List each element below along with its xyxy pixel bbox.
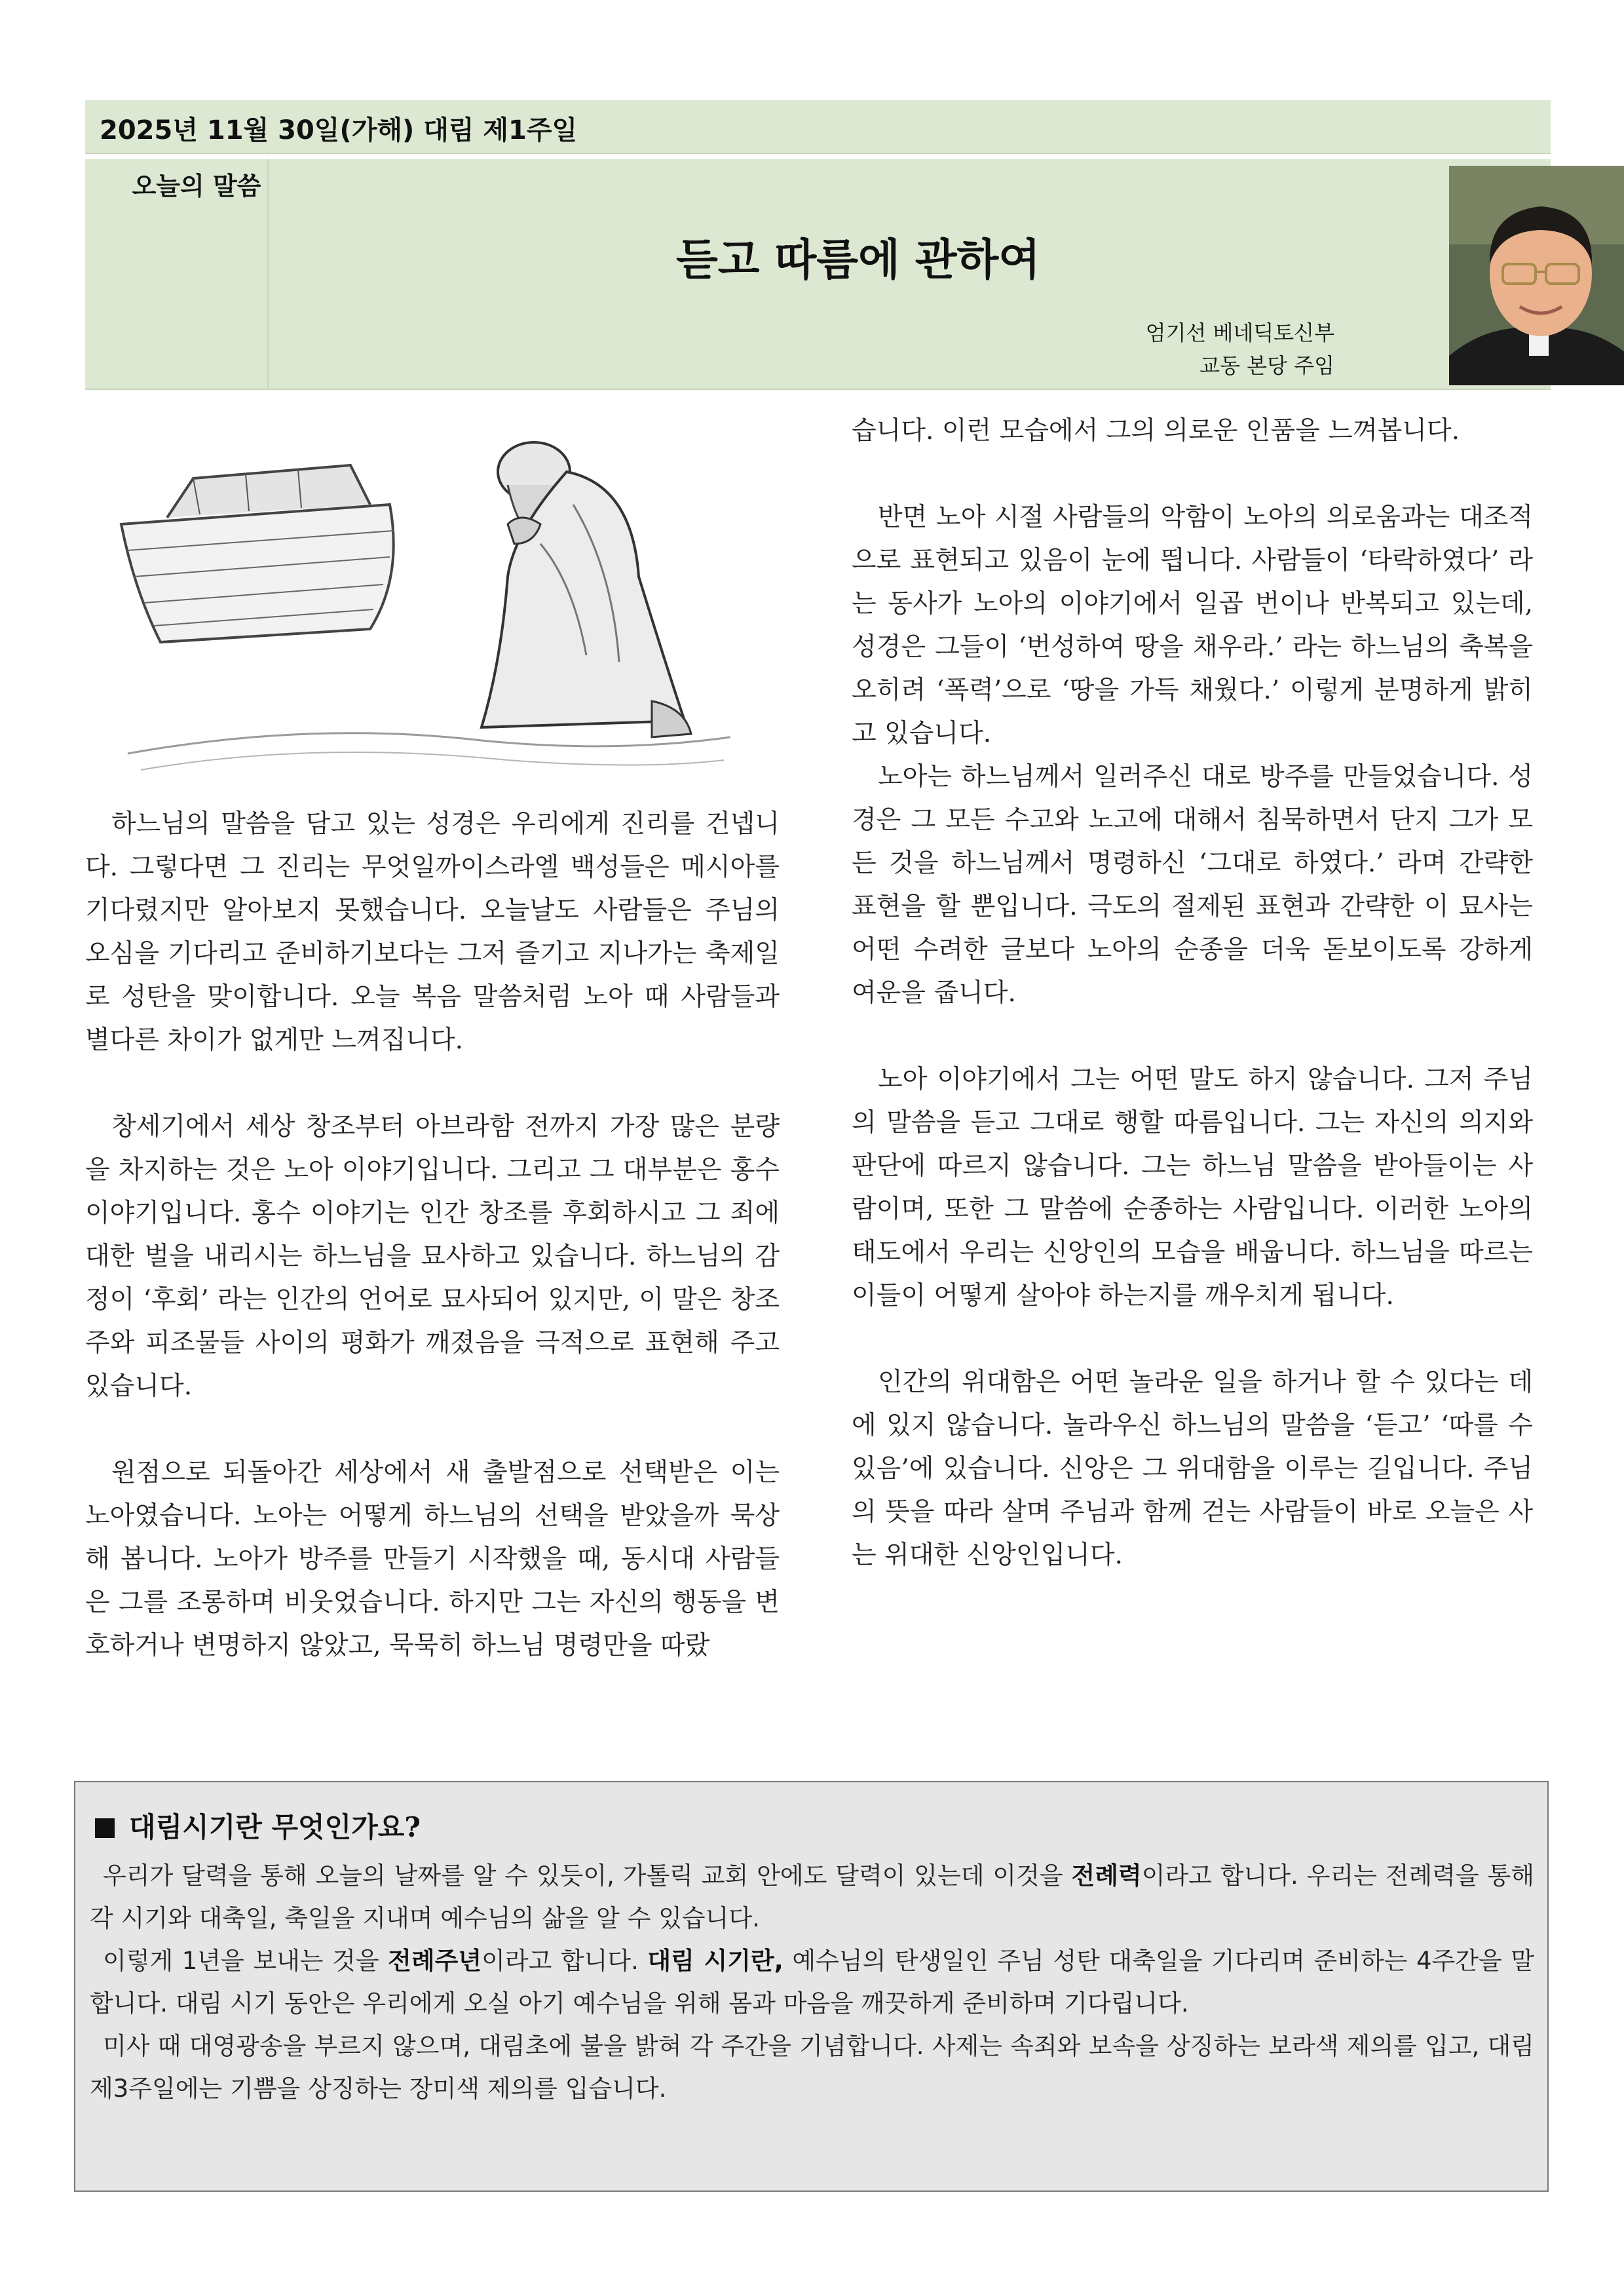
author-block — [1146, 316, 1334, 382]
left-column — [85, 803, 780, 1668]
header-bar — [85, 100, 1551, 154]
title-box — [85, 159, 1551, 390]
right-paragraph-3: 노아는 하느님께서 일러주신 대로 방주를 만들었습니다. 성경은 그 모든 수고와 노고에 대해서 침묵하면서 단지 그가 모든 것을 하느님께서 명령하신 ‘그대로 하였다.’ 라며 간략한 표현을 할 뿐입니다. 극도의 절제된 표현과 간략한 이 묘사는 어떤 수려한 글보다 노아의 순종을 더욱 돋보이도록 강하게 여운을 줍니다. — [852, 762, 1533, 1008]
info-emphasis: 대림 시기란, — [647, 1947, 784, 1975]
info-box-title — [95, 1806, 421, 1845]
left-paragraph-2: 창세기에서 세상 창조부터 아브라함 전까지 가장 많은 분량을 차지하는 것은 노아 이야기입니다. 그리고 그 대부분은 홍수 이야기입니다. 홍수 이야기는 인간 창조를 후회하시고 그 죄에 대한 벌을 내리시는 하느님을 묘사하고 있습니다. 하느님의 감정이 ‘후회’ 라는 인간의 언어로 묘사되어 있지만, 이 말은 창조주와 피조물들 사이의 평화가 깨졌음을 극적으로 표현해 주고 있습니다. — [85, 1112, 780, 1401]
date-line: 2025년 11월 30일(가해) 대림 제1주일 — [100, 115, 578, 145]
info-paragraph-3: 미사 때 대영광송을 부르지 않으며, 대림초에 불을 밝혀 각 주간을 기념합니다. 사제는 속죄와 보속을 상징하는 보라색 제의를 입고, 대림 제3주일에는 기쁨을 상징하는 장미색 제의를 입습니다. — [90, 2032, 1534, 2103]
right-paragraph-5: 인간의 위대함은 어떤 놀라운 일을 하거나 할 수 있다는 데에 있지 않습니다. 놀라우신 하느님의 말씀을 ‘듣고’ ‘따를 수 있음’에 있습니다. 신앙은 그 위대함을 이루는 길입니다. 주님의 뜻을 따라 살며 주님과 함께 걷는 사람들이 바로 오늘은 사는 위대한 신앙인입니다. — [852, 1368, 1533, 1570]
author-portrait-image — [1449, 166, 1624, 385]
info-box-body — [90, 1854, 1534, 2110]
author-photo — [1449, 166, 1624, 385]
author-role: 교동 본당 주임 — [1199, 353, 1334, 378]
info-text: 이라고 합니다. — [482, 1947, 648, 1975]
info-box — [74, 1781, 1549, 2192]
right-paragraph-2: 반면 노아 시절 사람들의 악함이 노아의 의로움과는 대조적으로 표현되고 있음이 눈에 띕니다. 사람들이 ‘타락하였다’ 라는 동사가 노아의 이야기에서 일곱 번이나 반복되고 있는데, 성경은 그들이 ‘번성하여 땅을 채우라.’ 라는 하느님의 축복을 오히려 ‘폭력’으로 ‘땅을 가득 채웠다.’ 이렇게 분명하게 밝히고 있습니다. — [852, 503, 1533, 748]
right-paragraph-4: 노아 이야기에서 그는 어떤 말도 하지 않습니다. 그저 주님의 말씀을 듣고 그대로 행할 따름입니다. 그는 자신의 의지와 판단에 따르지 않습니다. 그는 하느님 말씀을 받아들이는 사람이며, 또한 그 말씀에 순종하는 사람입니다. 이러한 노아의 태도에서 우리는 신앙인의 모습을 배웁니다. 하느님을 따르는 이들이 어떻게 살아야 하는지를 깨우치게 됩니다. — [852, 1065, 1533, 1311]
info-emphasis: 전례력 — [1071, 1862, 1142, 1890]
right-column — [852, 410, 1533, 1577]
square-bullet-icon — [95, 1818, 115, 1838]
right-paragraph-1: 습니다. 이런 모습에서 그의 의로운 인품을 느껴봅니다. — [852, 416, 1460, 446]
info-paragraph-2 — [90, 1940, 1534, 2025]
info-paragraph-1 — [90, 1854, 1534, 1940]
info-text: 예수님의 탄생일인 주님 성탄 대축일을 기다리며 준비하는 4주간을 말합니다. 대림 시기 동안은 우리에게 오실 아기 예수님을 위해 몸과 마음을 깨끗하게 준비하며 기다립니다. — [90, 1947, 1534, 2018]
left-paragraph-3: 원점으로 되돌아간 세상에서 새 출발점으로 선택받은 이는 노아였습니다. 노아는 어떻게 하느님의 선택을 받았을까 묵상해 봅니다. 노아가 방주를 만들기 시작했을 때, 동시대 사람들은 그를 조롱하며 비웃었습니다. 하지만 그는 자신의 행동을 변호하거나 변명하지 않았고, 묵묵히 하느님 명령만을 따랐 — [85, 1458, 780, 1660]
info-text: 이렇게 1년을 보내는 것을 — [103, 1947, 388, 1975]
author-name: 엄기선 베네딕토신부 — [1145, 320, 1334, 345]
info-text: 이라고 합니다. 우리는 전례력을 통해 각 시기와 대축일, 축일을 지내며 예수님의 삶을 알 수 있습니다. — [90, 1862, 1534, 1932]
noah-praying-image — [115, 413, 744, 786]
left-paragraph-1: 하느님의 말씀을 담고 있는 성경은 우리에게 진리를 건넵니다. 그렇다면 그 진리는 무엇일까이스라엘 백성들은 메시아를 기다렸지만 알아보지 못했습니다. 오늘날도 사람들은 주님의 오심을 기다리고 준비하기보다는 그저 즐기고 지나가는 축제일로 성탄을 맞이합니다. 오늘 복음 말씀처럼 노아 때 사람들과 별다른 차이가 없게만 느껴집니다. — [85, 809, 780, 1055]
section-label: 오늘의 말씀 — [132, 172, 261, 201]
info-text: 우리가 달력을 통해 오늘의 날짜를 알 수 있듯이, 가톨릭 교회 안에도 달력이 있는데 이것을 — [103, 1862, 1072, 1890]
page-title: 듣고 따름에 관하여 — [675, 235, 1040, 285]
info-box-title-text: 대림시기란 무엇인가요? — [129, 1811, 421, 1843]
info-emphasis: 전례주년 — [388, 1947, 482, 1975]
noah-ark-illustration — [115, 413, 744, 786]
